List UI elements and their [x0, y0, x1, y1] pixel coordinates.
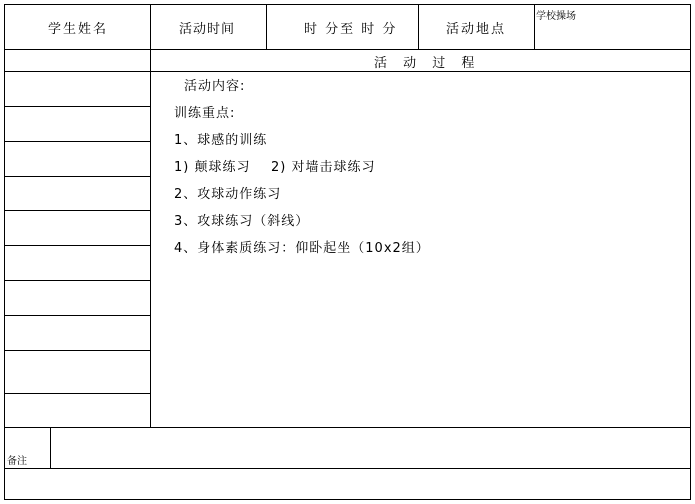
content-item-2: 1) 颠球练习 2) 对墙击球练习	[174, 160, 376, 175]
header-divider-3	[418, 4, 419, 49]
remarks-label: 备注	[7, 456, 27, 467]
left-row-line-8	[4, 350, 150, 351]
left-row-line-9	[4, 393, 150, 394]
remarks-divider	[50, 427, 51, 468]
activity-time-label: 活动时间	[179, 22, 236, 37]
activity-record-form	[4, 4, 691, 500]
content-item-5: 4、身体素质练习：仰卧起坐（10x2组）	[174, 241, 430, 256]
left-row-line-2	[4, 141, 150, 142]
title-row-bottom-line	[4, 71, 691, 72]
left-row-line-5	[4, 245, 150, 246]
process-title: 活 动 过 程	[374, 56, 481, 71]
header-divider-2	[266, 4, 267, 49]
student-name-label: 学生姓名	[48, 22, 109, 37]
header-bottom-line	[4, 49, 691, 50]
content-focus-title: 训练重点:	[174, 106, 236, 121]
activity-place-label: 活动地点	[446, 22, 507, 37]
left-row-line-4	[4, 210, 150, 211]
left-row-line-7	[4, 315, 150, 316]
content-item-1: 1、球感的训练	[174, 133, 268, 148]
left-column-divider	[150, 49, 151, 427]
content-intro: 活动内容:	[184, 79, 246, 94]
header-divider-4	[534, 4, 535, 49]
header-divider-1	[150, 4, 151, 49]
left-row-line-1	[4, 106, 150, 107]
activity-place-value: 学校操场	[536, 11, 576, 22]
content-item-4: 3、攻球练习（斜线）	[174, 214, 310, 229]
left-row-line-3	[4, 176, 150, 177]
remarks-top-line	[4, 427, 691, 428]
content-item-3: 2、攻球动作练习	[174, 187, 282, 202]
remarks-bottom-line	[4, 468, 691, 469]
time-range-field: 时 分至 时 分	[304, 22, 398, 37]
left-row-line-6	[4, 280, 150, 281]
